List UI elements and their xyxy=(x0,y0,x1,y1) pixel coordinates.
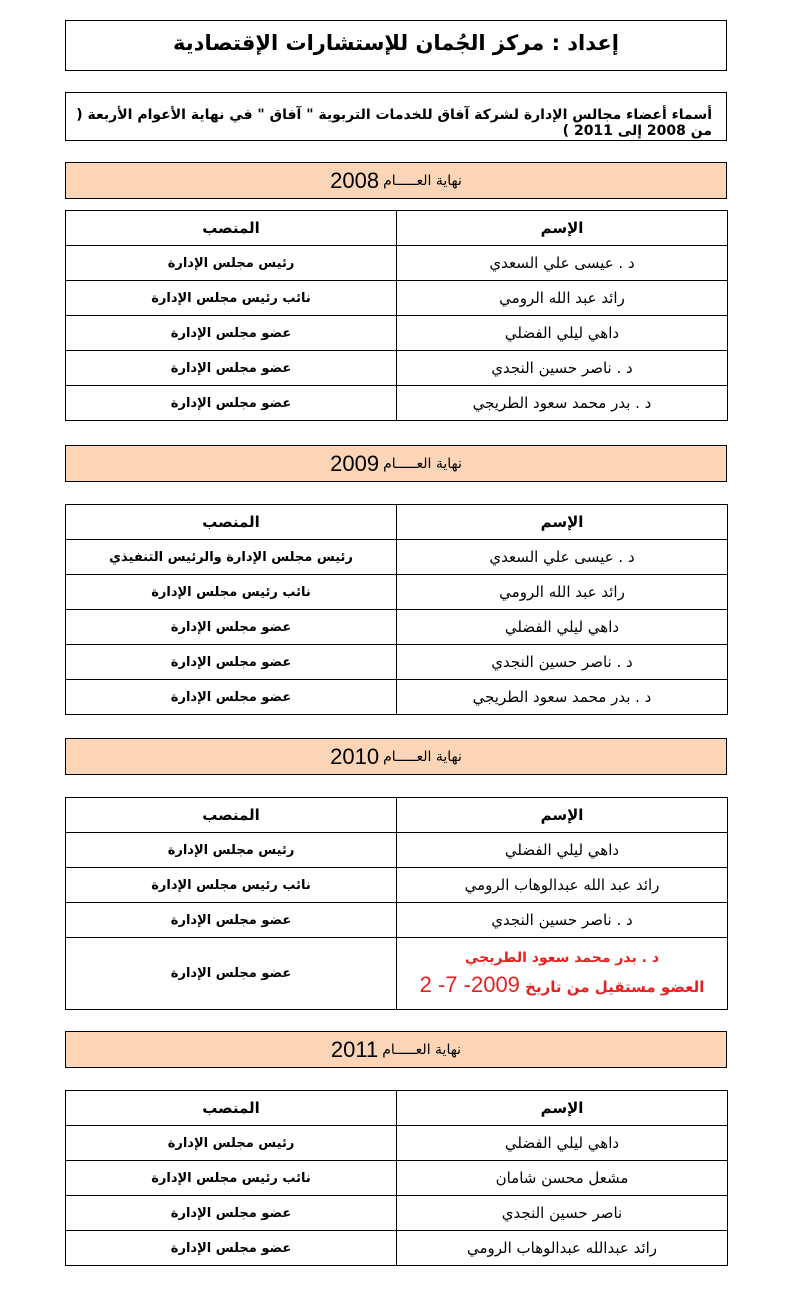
member-name: د . بدر محمد سعود الطريجي xyxy=(397,680,728,715)
member-name: د . بدر محمد سعود الطريجي xyxy=(397,386,728,421)
table-row xyxy=(66,1161,728,1196)
year-bar-2010 xyxy=(65,738,727,775)
member-name: مشعل محسن شامان xyxy=(397,1161,728,1196)
member-position: عضو مجلس الإدارة xyxy=(66,1231,397,1266)
table-row xyxy=(66,903,728,938)
column-header-position: المنصب xyxy=(66,505,397,540)
table-row xyxy=(66,540,728,575)
member-position: عضو مجلس الإدارة xyxy=(66,938,397,1010)
member-name: داهي ليلي الفضلي xyxy=(397,1126,728,1161)
member-position: عضو مجلس الإدارة xyxy=(66,351,397,386)
member-position: نائب رئيس مجلس الإدارة xyxy=(66,281,397,316)
page-title: إعداد : مركز الجُمان للإستشارات الإقتصادية xyxy=(173,31,619,55)
resignation-note xyxy=(397,972,727,998)
member-name: رائد عبد الله الرومي xyxy=(397,281,728,316)
column-header-position: المنصب xyxy=(66,1091,397,1126)
member-name: داهي ليلي الفضلي xyxy=(397,316,728,351)
member-name: رائد عبدالله عبدالوهاب الرومي xyxy=(397,1231,728,1266)
member-name: رائد عبد الله الرومي xyxy=(397,575,728,610)
board-table-2009 xyxy=(65,504,728,715)
resignation-date: 2 -7 -2009 xyxy=(419,971,520,997)
member-name: د . عيسى علي السعدي xyxy=(397,540,728,575)
member-position: رئيس مجلس الإدارة xyxy=(66,833,397,868)
member-name: د . عيسى علي السعدي xyxy=(397,246,728,281)
table-row-resigned xyxy=(66,938,728,1010)
table-row xyxy=(66,868,728,903)
member-position: عضو مجلس الإدارة xyxy=(66,610,397,645)
member-position: عضو مجلس الإدارة xyxy=(66,386,397,421)
table-header-row xyxy=(66,798,728,833)
member-position: نائب رئيس مجلس الإدارة xyxy=(66,1161,397,1196)
member-position: رئيس مجلس الإدارة والرئيس التنفيذي xyxy=(66,540,397,575)
title-box xyxy=(65,20,727,71)
table-header-row xyxy=(66,505,728,540)
member-position: رئيس مجلس الإدارة xyxy=(66,1126,397,1161)
column-header-name: الإسم xyxy=(397,211,728,246)
table-row xyxy=(66,281,728,316)
member-name-cell xyxy=(397,938,728,1010)
subtitle-box xyxy=(65,92,727,141)
board-table-2010 xyxy=(65,797,728,1010)
column-header-name: الإسم xyxy=(397,1091,728,1126)
year-value: 2010 xyxy=(330,743,380,769)
year-bar-2008 xyxy=(65,162,727,199)
member-position: رئيس مجلس الإدارة xyxy=(66,246,397,281)
year-value: 2009 xyxy=(330,450,380,476)
year-label: نهاية العـــــام xyxy=(383,172,462,189)
table-row xyxy=(66,1196,728,1231)
member-name: د . ناصر حسين النجدي xyxy=(397,903,728,938)
column-header-name: الإسم xyxy=(397,798,728,833)
member-name: ناصر حسين النجدي xyxy=(397,1196,728,1231)
member-position: عضو مجلس الإدارة xyxy=(66,1196,397,1231)
column-header-position: المنصب xyxy=(66,211,397,246)
table-row xyxy=(66,833,728,868)
member-name: د . ناصر حسين النجدي xyxy=(397,351,728,386)
table-row xyxy=(66,575,728,610)
member-name: د . ناصر حسين النجدي xyxy=(397,645,728,680)
table-row xyxy=(66,680,728,715)
column-header-name: الإسم xyxy=(397,505,728,540)
page-subtitle: أسماء أعضاء مجالس الإدارة لشركة آفاق للخدمات التربوية " آفاق " في نهاية الأعوام الأربعة ( من 2008 إلى 2011 ) xyxy=(76,107,712,139)
table-header-row xyxy=(66,1091,728,1126)
table-row xyxy=(66,1231,728,1266)
member-name: داهي ليلي الفضلي xyxy=(397,833,728,868)
year-bar-2011 xyxy=(65,1031,727,1068)
table-row xyxy=(66,645,728,680)
table-row xyxy=(66,386,728,421)
year-label: نهاية العـــــام xyxy=(383,455,462,472)
year-value: 2008 xyxy=(330,167,380,193)
table-row xyxy=(66,610,728,645)
resigned-member-name: د . بدر محمد سعود الطريجي xyxy=(464,949,660,966)
member-name: داهي ليلي الفضلي xyxy=(397,610,728,645)
year-value: 2011 xyxy=(330,1036,379,1062)
member-position: عضو مجلس الإدارة xyxy=(66,316,397,351)
board-table-2011 xyxy=(65,1090,728,1266)
column-header-position: المنصب xyxy=(66,798,397,833)
member-name: رائد عبد الله عبدالوهاب الرومي xyxy=(397,868,728,903)
resignation-note-text: العضو مستقيل من تاريخ xyxy=(525,977,705,996)
board-table-2008 xyxy=(65,210,728,421)
table-row xyxy=(66,246,728,281)
member-position: عضو مجلس الإدارة xyxy=(66,680,397,715)
member-position: عضو مجلس الإدارة xyxy=(66,645,397,680)
year-label: نهاية العـــــام xyxy=(383,748,462,765)
member-position: نائب رئيس مجلس الإدارة xyxy=(66,868,397,903)
member-position: نائب رئيس مجلس الإدارة xyxy=(66,575,397,610)
member-position: عضو مجلس الإدارة xyxy=(66,903,397,938)
year-label: نهاية العـــــام xyxy=(382,1041,462,1058)
year-bar-2009 xyxy=(65,445,727,482)
table-row xyxy=(66,1126,728,1161)
table-row xyxy=(66,316,728,351)
table-header-row xyxy=(66,211,728,246)
table-row xyxy=(66,351,728,386)
